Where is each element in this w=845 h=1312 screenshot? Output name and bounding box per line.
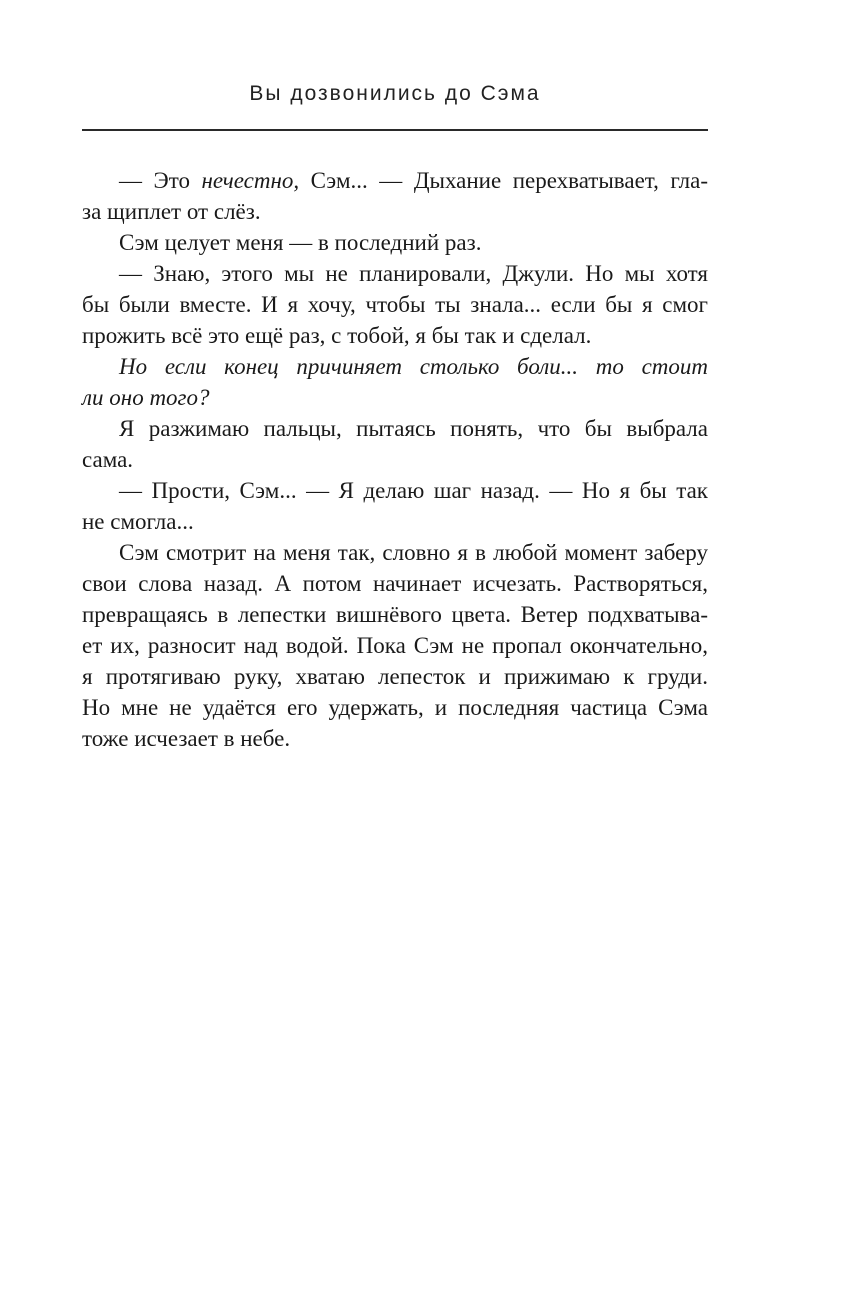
text-segment: не смогла... [82, 509, 194, 534]
text-line [82, 661, 708, 692]
text-line [82, 568, 708, 599]
text-segment: Сэм целует меня — в последний раз. [119, 230, 482, 255]
italic-text: Но если конец причиняет столько боли... то стоит [119, 354, 708, 379]
text-line [82, 630, 708, 661]
text-line [82, 475, 708, 506]
text-segment: свои слова назад. А потом начинает исчезать. Растворяться, [82, 571, 708, 596]
text-segment: Сэм... — Дыхание перехватывает, гла- [299, 168, 708, 193]
text-line [82, 537, 708, 568]
text-line [82, 413, 708, 444]
text-line [82, 351, 708, 382]
text-segment: сама. [82, 447, 134, 472]
text-line [82, 165, 708, 196]
header-divider [82, 129, 708, 131]
text-segment: Сэм смотрит на меня так, словно я в любой момент заберу [119, 540, 708, 565]
text-line [82, 289, 708, 320]
text-segment: — Прости, Сэм... — Я делаю шаг назад. — Но я бы так [119, 478, 708, 503]
text-segment: — Это [119, 168, 202, 193]
text-segment: бы были вместе. И я хочу, чтобы ты знала... если бы я смог [82, 292, 708, 317]
text-segment: тоже исчезает в небе. [82, 726, 291, 751]
text-line [82, 320, 708, 351]
text-line [82, 258, 708, 289]
text-segment: прожить всё это ещё раз, с тобой, я бы так и сделал. [82, 323, 592, 348]
text-segment: за щиплет от слёз. [82, 199, 261, 224]
text-line [82, 723, 708, 754]
text-segment: Но мне не удаётся его удержать, и последняя частица Сэма [82, 695, 708, 720]
text-line [82, 444, 708, 475]
text-segment: я протягиваю руку, хватаю лепесток и прижимаю к груди. [82, 664, 708, 689]
text-segment: превращаясь в лепестки вишнёвого цвета. Ветер подхватыва- [82, 602, 708, 627]
text-segment: — Знаю, этого мы не планировали, Джули. Но мы хотя [119, 261, 708, 286]
text-line [82, 196, 708, 227]
text-segment: Я разжимаю пальцы, пытаясь понять, что бы выбрала [119, 416, 708, 441]
italic-text: нечестно, [201, 168, 300, 193]
text-line [82, 382, 708, 413]
text-line [82, 227, 708, 258]
running-title: Вы дозвонились до Сэма [249, 82, 541, 105]
body-text [82, 165, 708, 754]
text-line [82, 599, 708, 630]
italic-text: ли оно того? [82, 385, 210, 410]
text-segment: ет их, разносит над водой. Пока Сэм не пропал окончательно, [82, 633, 708, 658]
text-line [82, 506, 708, 537]
text-line [82, 692, 708, 723]
